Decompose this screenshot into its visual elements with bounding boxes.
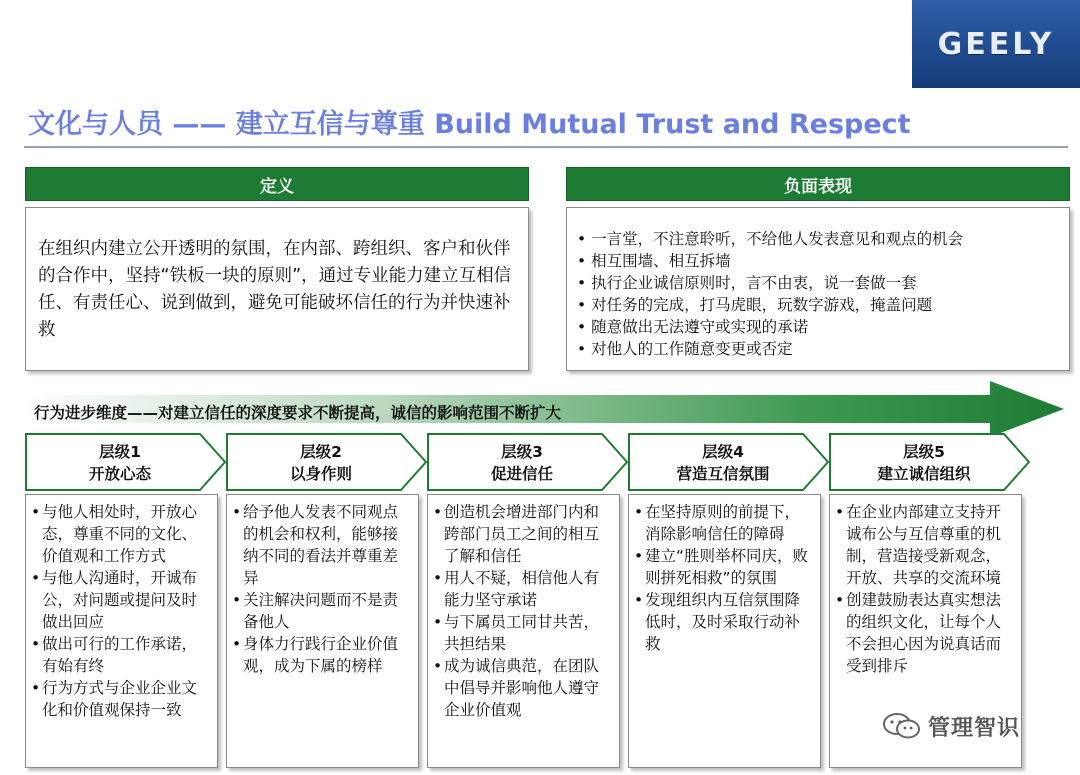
level-5-label — [834, 438, 1014, 488]
list-item: • 与他人相处时，开放心态，尊重不同的文化、价值观和工作方式 — [42, 501, 211, 567]
list-item: • 行为方式与企业企业文化和价值观保持一致 — [42, 677, 211, 721]
level-number: 层级3 — [501, 443, 543, 461]
list-item: • 给予他人发表不同观点的机会和权利，能够接纳不同的看法并尊重差异 — [243, 501, 412, 589]
level-5-list — [830, 495, 1021, 677]
definition-header-label: 定义 — [260, 176, 294, 197]
list-item: • 在坚持原则的前提下，消除影响信任的障碍 — [645, 501, 814, 545]
level-1-label — [30, 438, 210, 488]
list-item: • 身体力行践行企业价值观，成为下属的榜样 — [243, 633, 412, 677]
level-2-label — [231, 438, 411, 488]
list-item: • 关注解决问题而不是责备他人 — [243, 589, 412, 633]
level-4-label — [633, 438, 813, 488]
title-divider — [24, 146, 1068, 148]
negative-header — [566, 167, 1070, 201]
negative-item: • 对任务的完成，打马虎眼，玩数字游戏，掩盖问题 — [577, 294, 1063, 316]
level-3-list — [428, 495, 619, 721]
negative-item: • 随意做出无法遵守或实现的承诺 — [577, 316, 1063, 338]
list-item: • 发现组织内互信氛围降低时，及时采取行动补救 — [645, 589, 814, 655]
definition-panel — [25, 207, 529, 371]
negative-item: • 对他人的工作随意变更或否定 — [577, 338, 1063, 360]
list-item: • 在企业内部建立支持开诚布公与互信尊重的机制，营造接受新观念，开放、共享的交流环境 — [846, 501, 1015, 589]
level-1-list — [26, 495, 217, 721]
definition-header — [25, 167, 529, 201]
watermark — [882, 706, 1052, 746]
level-name: 以身作则 — [289, 465, 352, 483]
page-title: 文化与人员 —— 建立互信与尊重 Build Mutual Trust and Respect — [28, 109, 911, 140]
level-name: 开放心态 — [88, 465, 151, 483]
level-1-panel — [25, 494, 218, 768]
level-4-list — [629, 495, 820, 655]
level-name: 建立诚信组织 — [877, 465, 971, 483]
list-item: • 创造机会增进部门内和跨部门员工之间的相互了解和信任 — [444, 501, 613, 567]
list-item: • 用人不疑，相信他人有能力坚守承诺 — [444, 567, 613, 611]
geely-logo — [912, 0, 1080, 88]
definition-text: 在组织内建立公开透明的氛围，在内部、跨组织、客户和伙伴的合作中，坚持“铁板一块的原则”，通过专业能力建立互相信任、有责任心、说到做到，避免可能破坏信任的行为并快速补救 — [38, 239, 512, 340]
list-item: • 做出可行的工作承诺，有始有终 — [42, 633, 211, 677]
list-item: • 建立“胜则举杯同庆，败则拼死相救”的氛围 — [645, 545, 814, 589]
level-number: 层级2 — [300, 443, 342, 461]
wechat-icon — [882, 711, 922, 741]
list-item: • 创建鼓励表达真实想法的组织文化，让每个人不会担心因为说真话而受到排斥 — [846, 589, 1015, 677]
level-4-panel — [628, 494, 821, 768]
list-item: • 成为诚信典范，在团队中倡导并影响他人遵守企业价值观 — [444, 655, 613, 721]
level-number: 层级5 — [903, 443, 945, 461]
negative-item: • 一言堂，不注意聆听，不给他人发表意见和观点的机会 — [577, 228, 1063, 250]
logo-text: GEELY — [937, 26, 1055, 62]
negative-item: • 执行企业诚信原则时，言不由衷，说一套做一套 — [577, 272, 1063, 294]
level-3-panel — [427, 494, 620, 768]
level-2-list — [227, 495, 418, 677]
watermark-text: 管理智识 — [928, 715, 1021, 741]
list-item: • 与他人沟通时，开诚布公，对问题或提问及时做出回应 — [42, 567, 211, 633]
level-3-label — [432, 438, 612, 488]
level-name: 营造互信氛围 — [676, 465, 770, 483]
level-number: 层级4 — [702, 443, 744, 461]
negative-panel — [566, 207, 1070, 371]
level-number: 层级1 — [99, 443, 141, 461]
negative-header-label: 负面表现 — [784, 176, 852, 197]
level-2-panel — [226, 494, 419, 768]
negative-item: • 相互围墙、相互拆墙 — [577, 250, 1063, 272]
list-item: • 与下属员工同甘共苦，共担结果 — [444, 611, 613, 655]
negative-list — [577, 228, 1063, 360]
progress-arrow-label: 行为进步维度——对建立信任的深度要求不断提高，诚信的影响范围不断扩大 — [34, 404, 562, 422]
level-name: 促进信任 — [490, 465, 553, 483]
